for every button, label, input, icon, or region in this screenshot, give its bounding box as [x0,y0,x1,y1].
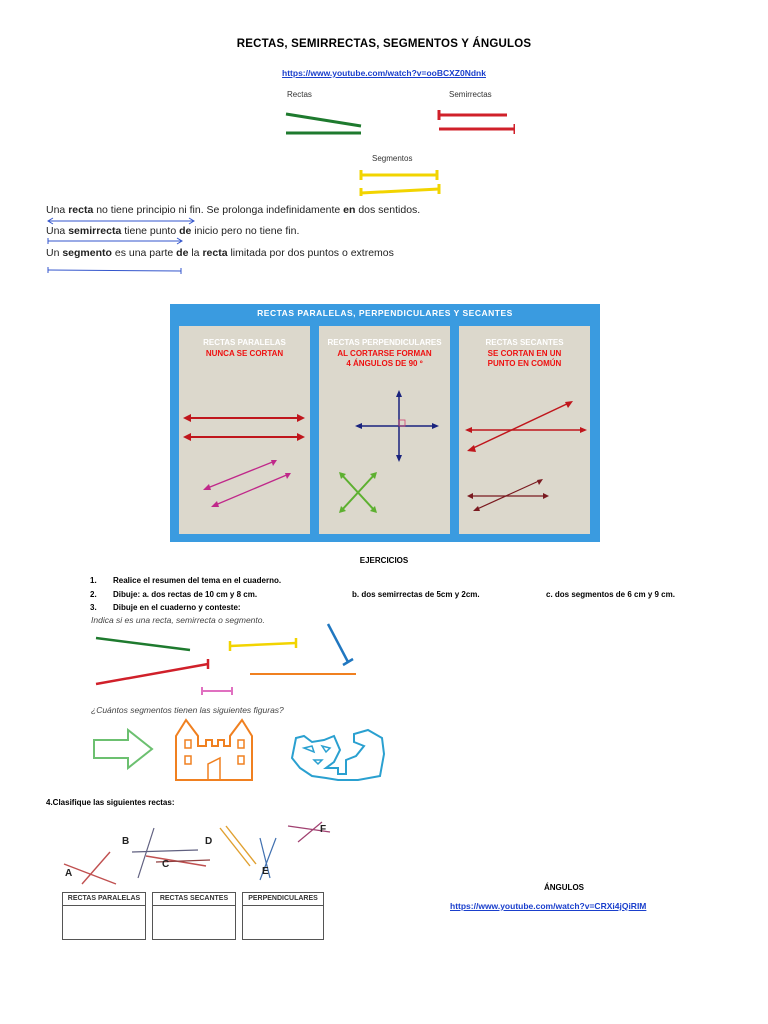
definition-semirrecta: Una semirrecta tiene punto de inicio pero no tiene fin. [46,225,300,237]
label-e: E [262,866,269,877]
col-secantes-sub1: SE CORTAN EN UN [487,349,562,358]
page-title: RECTAS, SEMIRRECTAS, SEGMENTOS Y ÁNGULOS [236,38,532,50]
exercise-2-b: b. dos semirrectas de 5cm y 2cm. [352,590,480,599]
label-b: B [122,836,130,847]
panel-title: RECTAS PARALELAS, PERPENDICULARES Y SECANTES [257,308,513,318]
lines-figure-drawing [249,84,515,196]
label-a: A [65,868,73,879]
definition-recta: Una recta no tiene principio ni fin. Se prolonga indefinidamente en dos sentidos. [46,204,421,216]
cat-figure [292,730,384,780]
paralelas-drawing [179,326,310,534]
col-secantes [459,326,590,534]
video-link-1[interactable] [0,63,768,81]
table-secantes[interactable] [152,892,236,940]
segmento-line-icon [46,266,186,274]
col-perpendiculares-sub2: 4 ÁNGULOS DE 90 º [346,359,423,368]
ejercicios-title: EJERCICIOS [359,556,409,565]
definition-segmento: Un segmento es una parte de la recta limitada por dos puntos o extremos [46,247,394,259]
classify-lines-drawing [60,818,350,888]
exercise-2-num: 2. [90,590,97,599]
figures-drawing [90,716,390,782]
angulos-title: ÁNGULOS [544,883,584,892]
table-paralelas[interactable] [62,892,146,940]
fig-label-segmentos: Segmentos [372,154,413,163]
semirrecta-arrow-icon [46,237,186,245]
table-paralelas-head: RECTAS PARALELAS [63,893,145,906]
video-link-2[interactable] [450,896,646,914]
question-indica: Indica si es una recta, semirrecta o segmento. [91,615,265,625]
col-secantes-sub2: PUNTO EN COMÚN [487,359,562,368]
table-perpendiculares[interactable] [242,892,324,940]
label-d: D [205,836,213,847]
fig-label-semirrectas: Semirrectas [449,90,492,99]
exercise-2-text: Dibuje: a. dos rectas de 10 cm y 8 cm. [113,590,258,599]
arrow-figure [94,730,152,768]
col-perpendiculares-head: RECTAS PERPENDICULARES [327,338,442,347]
lines-figure [249,84,515,196]
col-perpendiculares [319,326,450,534]
col-perpendiculares-sub1: AL CORTARSE FORMAN [337,349,432,358]
exercise-1-text: Realice el resumen del tema en el cuaderno. [113,576,282,585]
col-paralelas-sub: NUNCA SE CORTAN [205,349,284,358]
segmento-line-2 [361,189,439,193]
col-paralelas [179,326,310,534]
fig-label-rectas: Rectas [287,90,312,99]
line-types-panel [170,304,600,542]
exercise-3-text: Dibuje en el cuaderno y conteste: [113,603,241,612]
perpendiculares-drawing [319,326,450,534]
exercise-2-c: c. dos segmentos de 6 cm y 9 cm. [546,590,675,599]
label-c: C [162,859,170,870]
indica-lines-drawing [90,616,370,700]
col-secantes-head: RECTAS SECANTES [485,338,564,347]
label-f: F [320,824,327,835]
recta-line-1 [286,114,361,126]
table-perpendiculares-head: PERPENDICULARES [243,893,323,906]
secantes-drawing [459,326,590,534]
question-cuantos: ¿Cuántos segmentos tienen las siguientes figuras? [91,705,284,715]
recta-arrow-icon [46,217,196,225]
exercise-1-num: 1. [90,576,97,585]
video-link-1-text[interactable]: https://www.youtube.com/watch?v=ooBCXZ0Ndnk [282,68,486,78]
castle-figure [176,720,252,780]
clasifique-title: 4.Clasifique las siguientes rectas: [46,798,175,807]
col-paralelas-head: RECTAS PARALELAS [203,338,286,347]
exercise-3-num: 3. [90,603,97,612]
table-secantes-head: RECTAS SECANTES [153,893,235,906]
video-link-2-text[interactable]: https://www.youtube.com/watch?v=CRXi4jQiRIM [450,901,647,911]
